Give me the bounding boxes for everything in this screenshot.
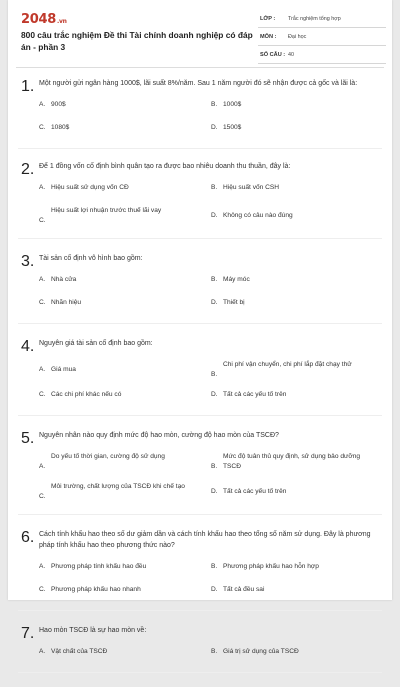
answer-text: Vật chất của TSCĐ xyxy=(51,648,108,655)
answer-option[interactable] xyxy=(211,100,361,110)
question-text: Tài sản cố định vô hình bao gồm: xyxy=(39,255,143,262)
answer-letter: D. xyxy=(211,391,218,398)
header-divider xyxy=(16,67,384,68)
answer-option[interactable] xyxy=(211,585,361,595)
document-header xyxy=(8,0,392,62)
answer-option[interactable] xyxy=(211,647,361,657)
answer-option[interactable] xyxy=(39,647,189,657)
answer-letter: A. xyxy=(39,563,46,570)
answer-text: Nhãn hiệu xyxy=(51,299,82,306)
answer-text: Không có câu nào đúng xyxy=(223,212,293,219)
answer-option[interactable] xyxy=(211,211,361,221)
answer-text: Do yếu tố thời gian, cường độ sử dụng xyxy=(51,453,165,460)
document-page xyxy=(8,0,392,655)
question-number: 7. xyxy=(21,625,35,642)
question-separator xyxy=(18,672,382,673)
answer-option[interactable] xyxy=(39,562,189,572)
answer-text: 1080$ xyxy=(51,124,70,131)
answer-letter: D. xyxy=(211,212,218,219)
answer-options xyxy=(8,100,392,146)
answer-row xyxy=(8,360,392,390)
answer-row xyxy=(8,298,392,321)
answer-letter: D. xyxy=(211,586,218,593)
answer-options xyxy=(8,360,392,413)
answer-option[interactable] xyxy=(39,298,189,308)
answer-row xyxy=(8,585,392,608)
document-title: 800 câu trắc nghiệm Đề thi Tài chính doanh nghiệp có đáp án - phần 3 xyxy=(21,30,253,52)
answer-letter: B. xyxy=(211,563,218,570)
answer-text: 900$ xyxy=(51,101,66,108)
answer-letter: A. xyxy=(39,276,46,283)
answer-text: Các chi phí khác nếu có xyxy=(51,391,122,398)
answer-text: Giá mua xyxy=(51,366,76,373)
answer-letter: A. xyxy=(39,366,46,373)
answer-row xyxy=(8,562,392,585)
answer-letter: A. xyxy=(39,648,46,655)
answer-option[interactable] xyxy=(211,183,361,193)
answer-row xyxy=(8,206,392,236)
answer-option[interactable] xyxy=(39,123,189,133)
document-meta xyxy=(258,12,386,66)
answer-row xyxy=(8,275,392,298)
question-number: 3. xyxy=(21,253,35,270)
answer-options xyxy=(8,275,392,321)
answer-text: Hiệu suất vốn CSH xyxy=(223,184,280,191)
answer-letter: D. xyxy=(211,124,218,131)
question-number: 6. xyxy=(21,529,35,546)
answer-text: Tất cả đều sai xyxy=(223,586,265,593)
question-number: 5. xyxy=(21,430,35,447)
question-number: 2. xyxy=(21,161,35,178)
answer-option[interactable] xyxy=(39,275,189,285)
answer-letter: C. xyxy=(39,586,46,593)
question-text: Một người gửi ngân hàng 1000$, lãi suất 8%/năm. Sau 1 năm người đó sẽ nhận được cả gốc và lãi là: xyxy=(39,80,358,87)
answer-option[interactable] xyxy=(39,100,189,110)
answer-options xyxy=(8,183,392,236)
answer-row xyxy=(8,482,392,512)
answer-row xyxy=(8,100,392,123)
meta-class-row xyxy=(258,12,386,28)
question-item xyxy=(8,625,392,673)
answer-text: 1500$ xyxy=(223,124,242,131)
question-text: Để 1 đồng vốn cố định bình quân tạo ra được bao nhiêu doanh thu thuần, đây là: xyxy=(39,163,291,170)
meta-count-label: SỐ CÂU : xyxy=(260,52,286,58)
answer-option[interactable] xyxy=(211,562,361,572)
question-item xyxy=(8,161,392,239)
answer-text: Tất cả các yếu tố trên xyxy=(223,488,287,495)
answer-option[interactable] xyxy=(39,183,189,193)
answer-option[interactable] xyxy=(211,123,361,133)
meta-class-label: LỚP : xyxy=(260,16,276,22)
answer-letter: C. xyxy=(39,493,46,500)
question-list xyxy=(8,78,392,687)
answer-options xyxy=(8,647,392,670)
meta-subject-row xyxy=(258,30,386,46)
question-item xyxy=(8,529,392,611)
answer-text: Phương pháp khấu hao nhanh xyxy=(51,586,141,593)
answer-letter: B. xyxy=(211,276,218,283)
question-item xyxy=(8,253,392,324)
question-text: Hao mòn TSCĐ là sự hao mòn về: xyxy=(39,627,147,634)
answer-letter: C. xyxy=(39,217,46,224)
meta-subject-value: Đại học xyxy=(288,34,307,40)
answer-letter: A. xyxy=(39,101,46,108)
question-item xyxy=(8,430,392,515)
answer-option[interactable] xyxy=(39,585,189,595)
question-item xyxy=(8,78,392,149)
answer-option[interactable] xyxy=(211,298,361,308)
answer-text: Hiệu suất lợi nhuận trước thuế lãi vay xyxy=(51,207,162,214)
question-separator xyxy=(18,415,382,416)
answer-option[interactable] xyxy=(211,452,361,472)
answer-option[interactable] xyxy=(39,482,189,500)
answer-row xyxy=(8,647,392,670)
answer-letter: A. xyxy=(39,184,46,191)
meta-subject-label: MÔN : xyxy=(260,34,277,40)
answer-letter: D. xyxy=(211,488,218,495)
answer-options xyxy=(8,452,392,512)
answer-option[interactable] xyxy=(39,452,189,470)
meta-count-value: 40 xyxy=(288,52,294,58)
answer-text: Môi trường, chất lượng của TSCĐ khi chế tạo xyxy=(51,483,185,490)
logo-sub: .vn xyxy=(56,18,67,25)
answer-text: 1000$ xyxy=(223,101,242,108)
answer-letter: C. xyxy=(39,299,46,306)
answer-text: Mức độ tuân thủ quy định, sử dụng bảo dưỡng TSCĐ xyxy=(223,453,361,470)
answer-letter: B. xyxy=(211,463,218,470)
answer-option[interactable] xyxy=(211,275,361,285)
question-number: 4. xyxy=(21,338,35,355)
answer-option[interactable] xyxy=(211,360,361,378)
answer-row xyxy=(8,183,392,206)
question-text: Nguyên giá tài sản cố định bao gồm: xyxy=(39,340,153,347)
site-logo[interactable] xyxy=(21,12,67,27)
answer-option[interactable] xyxy=(39,390,189,400)
question-separator xyxy=(18,148,382,149)
answer-letter: C. xyxy=(39,124,46,131)
question-text: Cách tính khấu hao theo số dư giảm dần và cách tính khấu hao theo tổng số năm sử dụng. Đây là phương pháp tính khấu hao theo phương thức nào? xyxy=(39,531,371,549)
answer-letter: B. xyxy=(211,371,218,378)
logo-main: 2048 xyxy=(21,12,56,27)
answer-text: Hiệu suất sử dụng vốn CĐ xyxy=(51,184,129,191)
question-separator xyxy=(18,514,382,515)
answer-text: Chi phí vận chuyển, chi phí lắp đặt chạy thử xyxy=(223,361,352,368)
answer-text: Thiết bị xyxy=(223,299,245,306)
answer-letter: B. xyxy=(211,101,218,108)
answer-letter: D. xyxy=(211,299,218,306)
question-number: 1. xyxy=(21,78,35,95)
answer-letter: A. xyxy=(39,463,46,470)
question-separator xyxy=(18,610,382,611)
answer-option[interactable] xyxy=(211,487,361,497)
answer-text: Máy móc xyxy=(223,276,250,283)
answer-text: Giá trị sử dụng của TSCĐ xyxy=(223,648,299,655)
answer-row xyxy=(8,390,392,413)
answer-row xyxy=(8,123,392,146)
answer-text: Nhà cửa xyxy=(51,276,77,283)
answer-options xyxy=(8,562,392,608)
question-item xyxy=(8,338,392,416)
meta-count-row xyxy=(258,48,386,64)
answer-text: Tất cả các yếu tố trên xyxy=(223,391,287,398)
answer-option[interactable] xyxy=(39,206,189,224)
question-text: Nguyên nhân nào quy định mức độ hao mòn, cường độ hao mòn của TSCĐ? xyxy=(39,432,279,439)
question-separator xyxy=(18,323,382,324)
answer-letter: B. xyxy=(211,648,218,655)
answer-letter: C. xyxy=(39,391,46,398)
answer-text: Phương pháp khấu hao hỗn hợp xyxy=(223,563,319,570)
answer-text: Phương pháp tính khấu hao đều xyxy=(51,563,147,570)
answer-option[interactable] xyxy=(39,365,189,375)
answer-letter: B. xyxy=(211,184,218,191)
meta-class-value: Trắc nghiệm tổng hợp xyxy=(288,16,341,22)
answer-row xyxy=(8,452,392,482)
answer-option[interactable] xyxy=(211,390,361,400)
question-separator xyxy=(18,238,382,239)
